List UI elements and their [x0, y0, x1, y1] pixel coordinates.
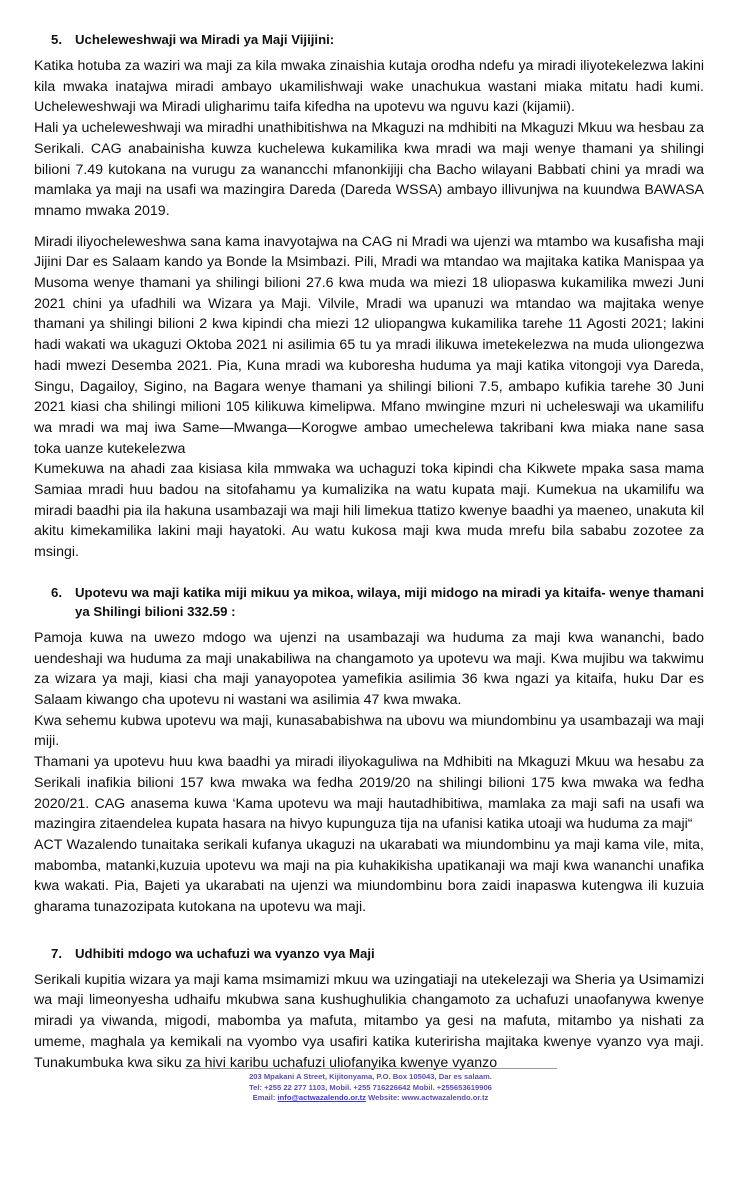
page-footer	[0, 1068, 741, 1104]
footer-divider	[185, 1068, 557, 1069]
paragraph: Thamani ya upotevu huu kwa baadhi ya miradi iliyokaguliwa na Mdhibiti na Mkaguzi Mkuu wa hesabu za Serikali inafikia bilioni 157 kwa mwaka wa fedha 2019/20 na shilingi bilioni 175 kwa mwaka wa fedha 2020/21. CAG anasema kuwa ‘Kama upotevu wa maji hautadhibitiwa, mamlaka za maji safi na usafi wa mazingira zitaendelea kupata hasara na hivyo kupunguza tija na ufanisi katika utoaji wa huduma za maji“	[34, 754, 704, 833]
paragraph: Serikali kupitia wizara ya maji kama msimamizi mkuu wa uzingatiaji na utekelezaji wa Sheria ya Usimamizi wa maji limeonyesha udhaifu mkubwa sana kushughulikia changamoto za uchafuzi unaofanywa kwenye miradi ya viwanda, migodi, mabomba ya mafuta, mitambo ya gesi na mafuta, mitambo ya nishati za umeme, maghala ya kemikali na vyombo vya usafiri katika kuteririsha majitaka kwenye vyanzo vya maji. Tunakumbuka kwa siku za hivi karibu uchafuzi uliofanyika kwenye vyanzo	[34, 971, 704, 1071]
section-heading-7	[34, 944, 704, 963]
paragraph: Pamoja kuwa na uwezo mdogo wa ujenzi na usambazaji wa huduma za maji kwa wananchi, bado uendeshaji wa huduma za maji unakabiliwa na changamoto ya upotevu wa maji. Kwa mujibu wa takwimu za wizara ya maji, kiasi cha maji yanayopotea yamefikia asilimia 36 kwa ngazi ya kitaifa, huku Dar es Salaam kiwango cha upotevu ni wastani wa asilimia 47 kwa mwaka.	[34, 629, 704, 708]
paragraph: Kumekuwa na ahadi zaa kisiasa kila mmwaka wa uchaguzi toka kipindi cha Kikwete mpaka sasa mama Samiaa mradi huu badou na sitofahamu ya kumalizika na watu kupata maji. Kumekua na ukamilifu wa miradi baadhi pia ila hakuna usambazaji wa maji hili limekua ttatizo kwenye baadhi ya maeneo, unakuta kil akitu kimekamilika lakini maji hayatoki. Au watu kukosa maji kwa muda mrefu bila sababu zozotee za msingi.	[34, 461, 704, 561]
website-text[interactable]: Website: www.actwazalendo.or.tz	[365, 1093, 489, 1102]
footer-contact	[0, 1093, 741, 1104]
email-link[interactable]: info@actwazalendo.or.tz	[277, 1093, 366, 1102]
section-heading-6	[34, 583, 704, 621]
paragraph: Hali ya ucheleweshwaji wa miradhi unathibitishwa na Mkaguzi na mdhibiti na Mkaguzi Mkuu wa hesbau za Serikali. CAG anabainisha kuwza kuchelewa kukamilika kwa mradi wa maji wenye thamani ya shilingi bilioni 7.49 kutokana na vurugu za wanancchi mfanonkijiji cha Bacho wilayani Babbati chini ya mradi wa mamlaka ya maji na usafi wa mazingira Dareda (Dareda WSSA) ambayo illivunjwa na kuundwa BAWASA mnamo mwaka 2019.	[34, 120, 704, 219]
paragraph: Kwa sehemu kubwa upotevu wa maji, kunasababishwa na ubovu wa miundombinu ya usambazaji wa maji miji.	[34, 712, 704, 750]
section-title: Udhibiti mdogo wa uchafuzi wa vyanzo vya Maji	[75, 945, 375, 961]
footer-address: 203 Mpakani A Street, Kijitonyama, P.O. Box 105043, Dar es salaam.	[249, 1072, 492, 1081]
section-number: 6.	[51, 584, 62, 600]
section-number: 5.	[51, 32, 62, 47]
email-label: Email:	[252, 1093, 278, 1102]
section-number: 7.	[51, 945, 62, 961]
paragraph: ACT Wazalendo tunaitaka serikali kufanya ukaguzi na ukarabati wa miundombinu ya maji kama vile, mita, mabomba, matanki,kuzuia upotevu wa maji na pia kuhakikisha upatikanaji wa maji kwa wananchi unafika kwa wakati. Pia, Bajeti ya ukarabati na ujenzi wa miundombinu bora zaidi inapaswa kutengwa ili kuzuia gharama tunazozipata kutokana na upotevu wa maji.	[34, 836, 704, 916]
footer-phones: Tel: +255 22 277 1103, Mobil. +255 716226642 Mobil. +255653619906	[249, 1082, 492, 1092]
section-title: Ucheleweshwaji wa Miradi ya Maji Vijijini:	[75, 32, 335, 47]
section-heading-5	[34, 30, 704, 49]
paragraph: Katika hotuba za waziri wa maji za kila mwaka zinaishia kutaja orodha ndefu ya miradi iliyotekelezwa lakini kila mwaka inatajwa miradi ambayo ukamilishwaji wake unachukua wastani miaka mitatu hadi kumi. Ucheleweshwaji wa Miradi uligharimu taifa kifedha na upotevu wa nguvu kazi (kijamii).	[34, 58, 704, 116]
section-title: Upotevu wa maji katika miji mikuu ya mikoa, wilaya, miji midogo na miradi ya kitaifa- wenye thamani ya Shilingi bilioni 332.59 :	[75, 584, 704, 619]
paragraph: Miradi iliyocheleweshwa sana kama inavyotajwa na CAG ni Mradi wa ujenzi wa mtambo wa kusafisha maji Jijini Dar es Salaam kando ya Bonde la Msimbazi. Pili, Mradi wa mtandao wa majitaka katika Manispaa ya Musoma wenye thamani ya shilingi bilioni 27.6 kwa muda wa miezi 18 uliopaswa kukamilika mwezi Juni 2021 chini ya ufadhili wa Wizara ya Maji. Vilvile, Mradi wa upanuzi wa mtandao wa majitaka wenye thamani ya shilingi bilioni 2 kwa kipindi cha miezi 12 uliopangwa kukamilika tarehe 11 Agosti 2021; lakini hadi wakati wa ukaguzi Oktoba 2021 ni asilimia 65 tu ya mradi ilikuwa imetekelezwa na muda uliongezwa hadi mwezi Desemba 2021. Pia, Kuna mradi wa kuboresha huduma ya maji katika vitongoji vya Dareda, Singu, Dagailoy, Sigino, na Bagara wenye thamani ya shilingi bilioni 7.5, ambapo kufikia tarehe 30 Juni 2021 kiasi cha shilingi milioni 105 kilikuwa kimelipwa. Mfano mwingine mzuri ni ucheleswaji wa ukamilifu wa mradi wa maj iwa Same—Mwanga—Korogwe ambao umechelewa takribani kwa miaka nane sasa toka uanze kutekelezwa	[34, 233, 704, 457]
